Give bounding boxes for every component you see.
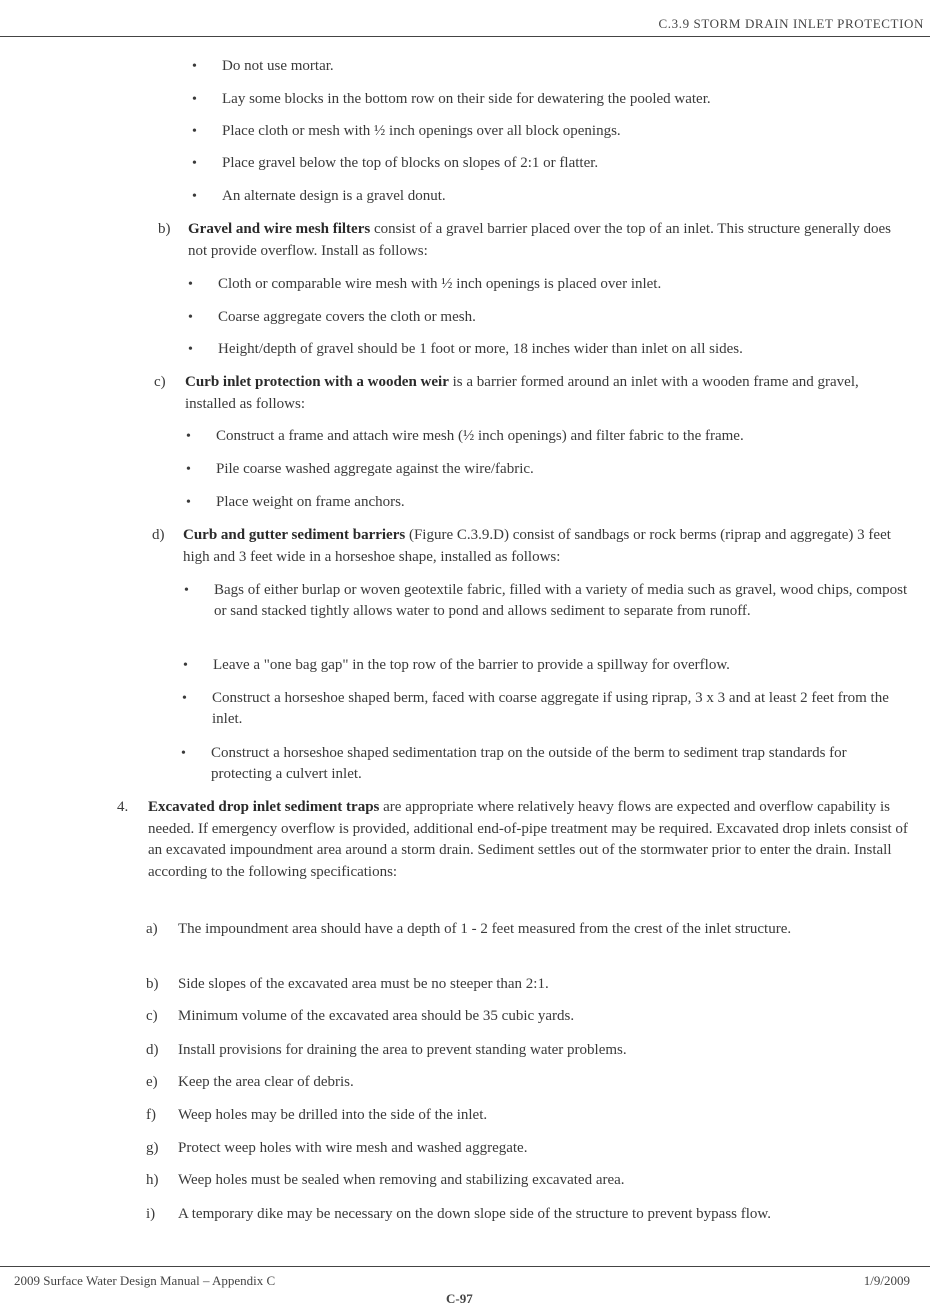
list-item: Side slopes of the excavated area must be no steeper than 2:1. [178,976,549,992]
list-item: • Coarse aggregate covers the cloth or mesh. [218,307,898,328]
list-item: • Leave a "one bag gap" in the top row of the barrier to provide a spillway for overflow. [213,655,903,676]
list-item: A temporary dike may be necessary on the down slope side of the structure to prevent bypass flow. [178,1206,772,1222]
list-item: Protect weep holes with wire mesh and washed aggregate. [178,1140,528,1156]
bullet-icon: • [186,462,191,477]
item-label: a) [146,921,158,937]
list-item: • Lay some blocks in the bottom row on their side for dewatering the pooled water. [222,89,902,110]
item-label: b) [158,221,171,237]
list-item: • Construct a horseshoe shaped berm, faced with coarse aggregate if using riprap, 3 x 3 and at least 2 feet from the inlet. [182,690,889,727]
paragraph-d: Curb and gutter sediment barriers (Figure C.3.9.D) consist of sandbags or rock berms (riprap and aggregate) 3 feet high and 3 feet wide in a horseshoe shape, installed as follows: [183,527,891,565]
item-label: h) [146,1172,159,1188]
bullet-icon: • [181,746,186,761]
bullet-icon: • [192,92,197,107]
item-label: d) [146,1042,159,1058]
term-heading: Curb inlet protection with a wooden weir [185,374,449,390]
list-item: Weep holes must be sealed when removing and stabilizing excavated area. [178,1172,625,1188]
paragraph-c: Curb inlet protection with a wooden weir is a barrier formed around an inlet with a wooden frame and gravel, installed as follows: [185,374,859,412]
item-label: e) [146,1074,158,1090]
item-label: i) [146,1206,156,1222]
bullet-icon: • [182,691,187,706]
item-label: 4. [117,799,129,815]
page-number: C-97 [446,1291,473,1306]
paragraph-4: Excavated drop inlet sediment traps are appropriate where relatively heavy flows are expected and overflow capability is needed. If emergency overflow is provided, additional end-of-pipe treatment may be required. Excavated drop inlets consist of an excavated impoundment area around a storm drain. Sediment settles out of the stormwater prior to enter the drain. Install according to the following specifications: [148,799,908,880]
footer-date: 1/9/2009 [863,1273,910,1288]
list-item: • Place weight on frame anchors. [216,492,896,513]
item-label: b) [146,976,159,992]
list-item: Weep holes may be drilled into the side of the inlet. [178,1107,488,1123]
bullet-icon: • [192,124,197,139]
paragraph-b: Gravel and wire mesh filters consist of a gravel barrier placed over the top of an inlet. This structure generally does not provide overflow. Install as follows: [188,221,891,259]
list-item: • Do not use mortar. [222,56,902,77]
list-item: • Construct a frame and attach wire mesh (½ inch openings) and filter fabric to the frame. [216,426,896,447]
item-label: g) [146,1140,159,1156]
header-rule [0,36,930,37]
list-item: Keep the area clear of debris. [178,1074,354,1090]
bullet-icon: • [186,495,191,510]
item-label: f) [146,1107,156,1123]
term-heading: Curb and gutter sediment barriers [183,527,406,543]
bullet-icon: • [188,310,193,325]
item-label: c) [154,374,166,390]
bullet-icon: • [192,189,197,204]
footer-manual-title: 2009 Surface Water Design Manual – Appendix C [14,1273,276,1288]
item-label: d) [152,527,165,543]
list-item: • Bags of either burlap or woven geotextile fabric, filled with a variety of media such as gravel, wood chips, compost or sand stacked tightly allows water to pond and allows sediment to separate from runoff. [184,582,908,619]
footer-rule [0,1266,930,1267]
list-item: • Place gravel below the top of blocks on slopes of 2:1 or flatter. [222,153,902,174]
bullet-icon: • [188,342,193,357]
item-label: c) [146,1008,158,1024]
bullet-icon: • [192,156,197,171]
list-item: Install provisions for draining the area to prevent standing water problems. [178,1042,627,1058]
list-item: • Cloth or comparable wire mesh with ½ inch openings is placed over inlet. [218,274,898,295]
list-item: • An alternate design is a gravel donut. [222,186,902,207]
list-item: • Pile coarse washed aggregate against the wire/fabric. [216,459,896,480]
bullet-icon: • [186,429,191,444]
list-item: The impoundment area should have a depth of 1 - 2 feet measured from the crest of the inlet structure. [178,921,792,937]
list-item: • Construct a horseshoe shaped sedimentation trap on the outside of the berm to sediment trap standards for protecting a culvert inlet. [181,745,847,782]
bullet-icon: • [188,277,193,292]
list-item: • Place cloth or mesh with ½ inch openings over all block openings. [222,121,902,142]
bullet-icon: • [192,59,197,74]
list-item: • Height/depth of gravel should be 1 foot or more, 18 inches wider than inlet on all sides. [218,339,898,360]
bullet-icon: • [184,583,189,598]
term-heading: Gravel and wire mesh filters [188,221,371,237]
header-title: C.3.9 STORM DRAIN INLET PROTECTION [658,16,924,31]
term-heading: Excavated drop inlet sediment traps [148,799,380,815]
bullet-icon: • [183,658,188,673]
list-item: Minimum volume of the excavated area should be 35 cubic yards. [178,1008,575,1024]
